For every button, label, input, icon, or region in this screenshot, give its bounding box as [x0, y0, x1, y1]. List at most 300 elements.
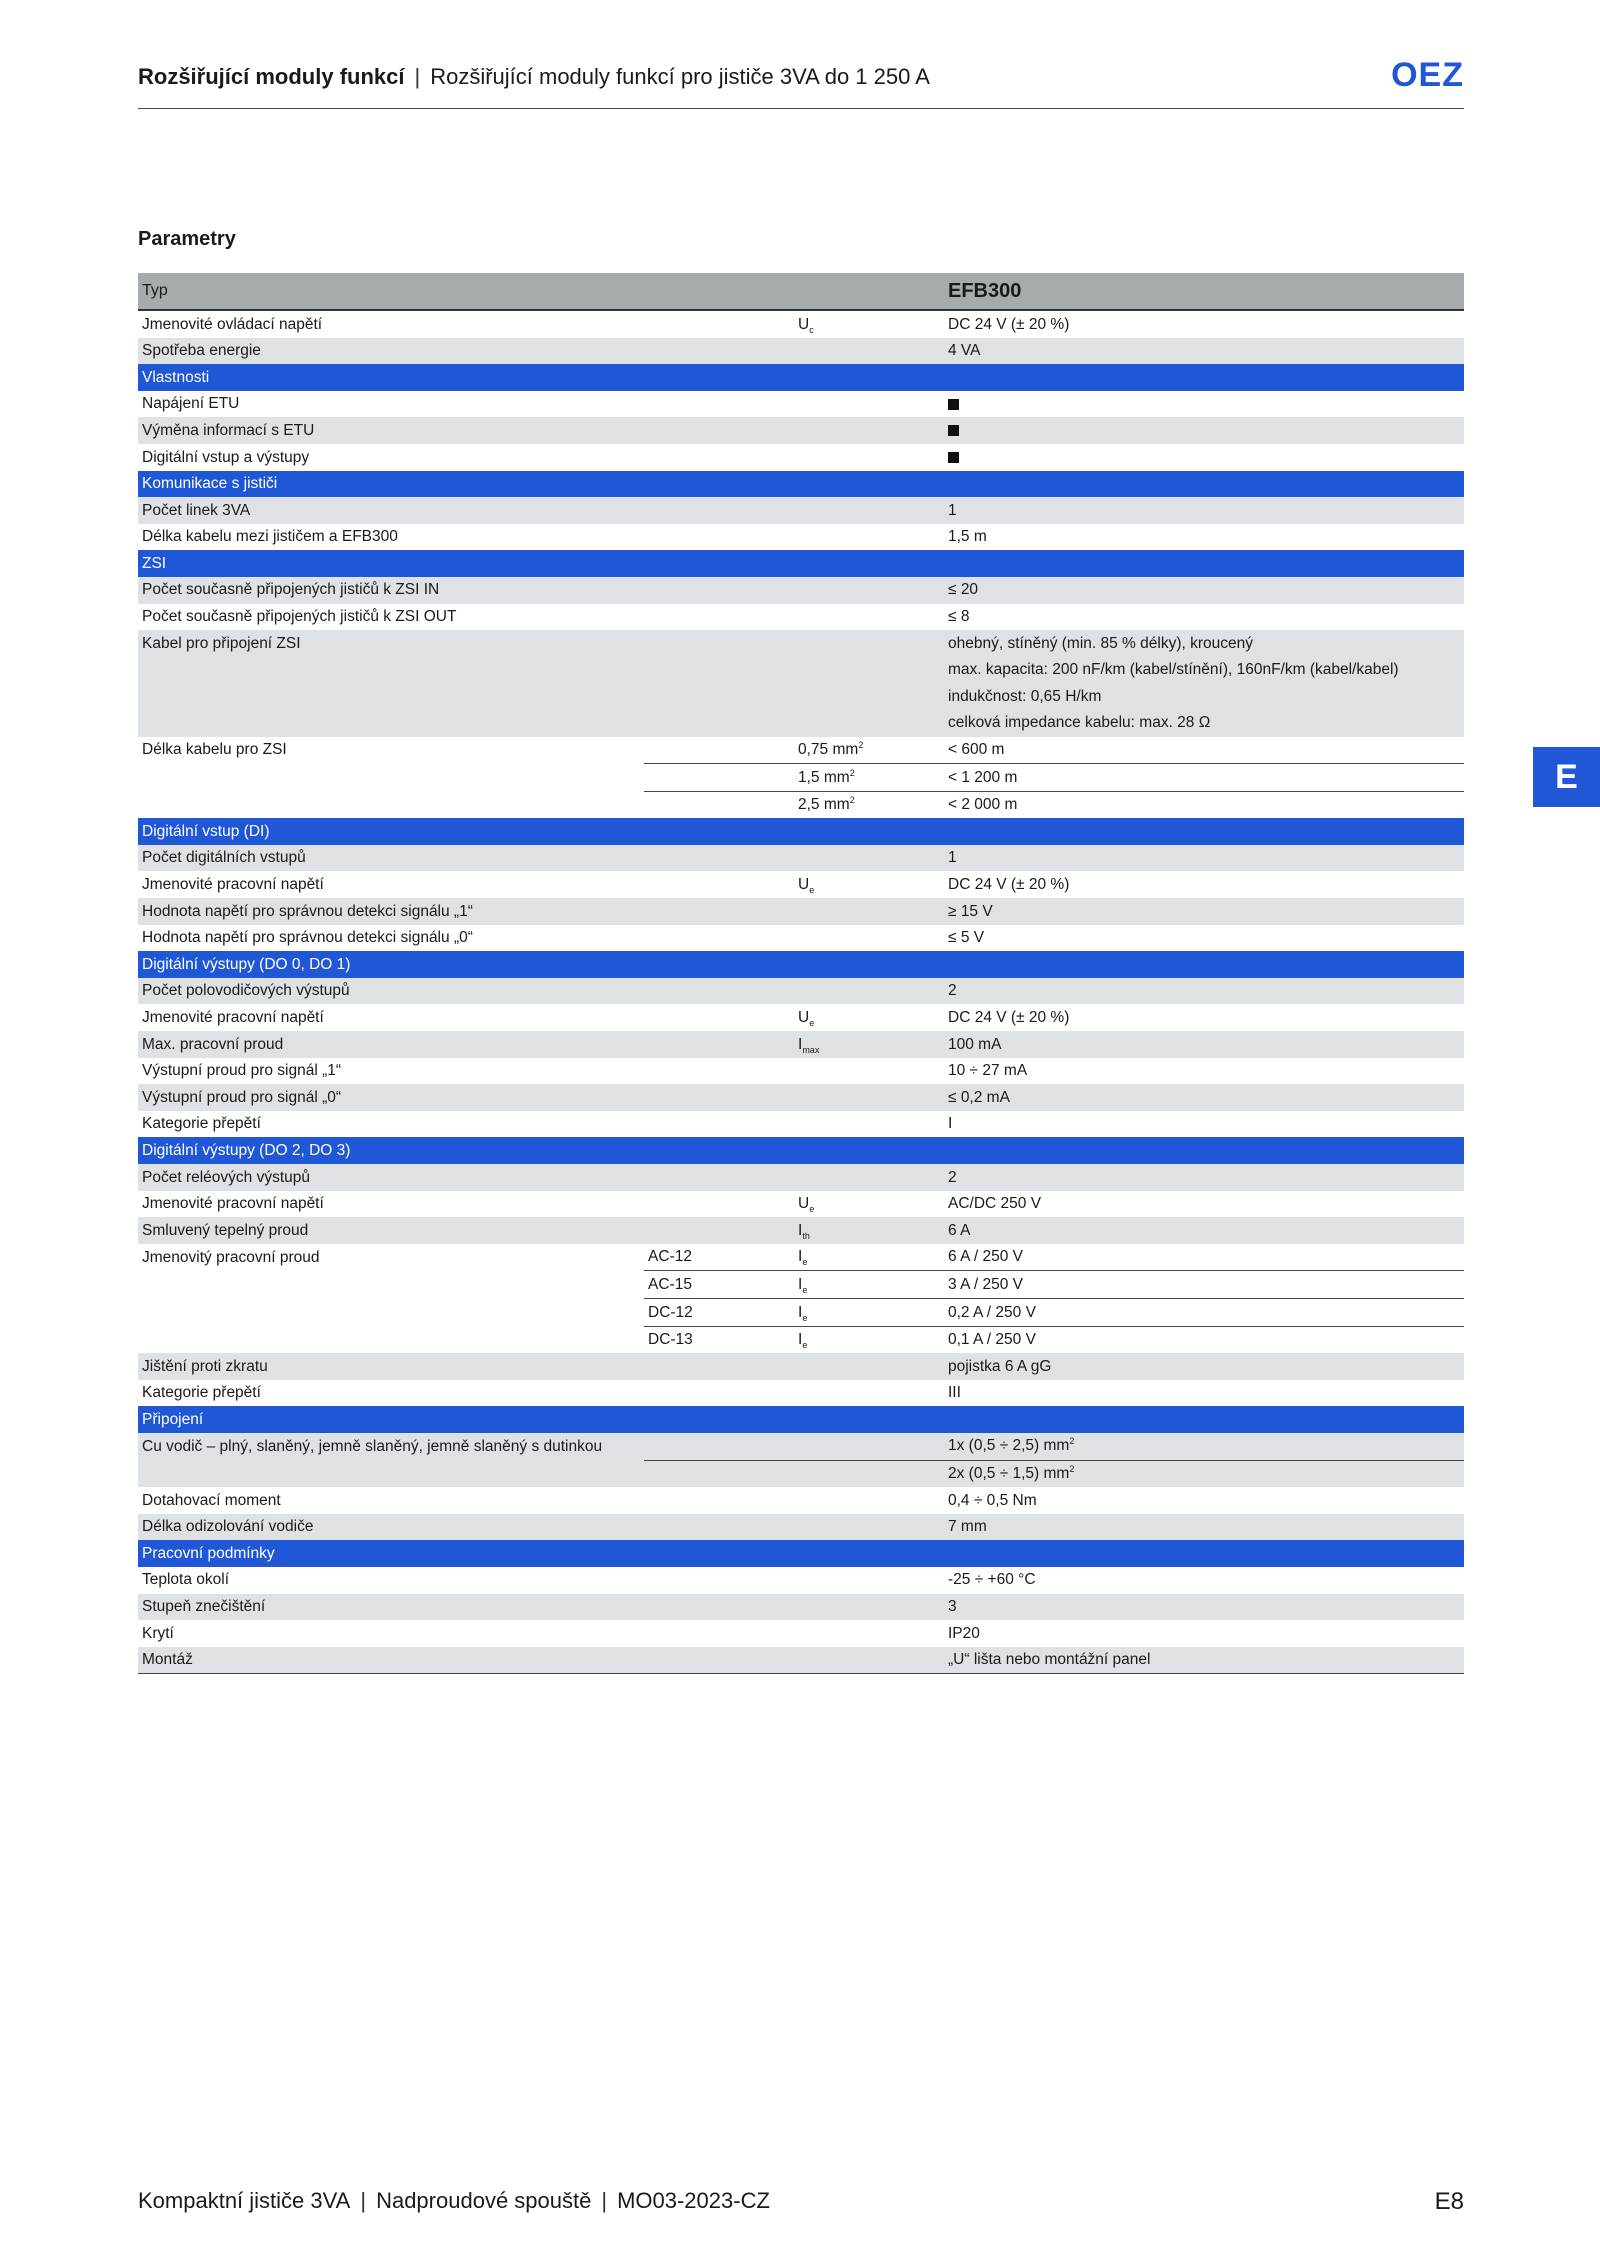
parameter-value	[944, 444, 1464, 471]
parameter-label: Teplota okolí	[138, 1567, 644, 1594]
parameter-row	[138, 1164, 1464, 1191]
parameter-symbol	[794, 1514, 944, 1541]
parameter-sub-label	[644, 1380, 794, 1407]
symbol-text: I	[798, 1221, 803, 1239]
parameter-value	[944, 764, 1464, 792]
value-text: „U“ lišta nebo montážní panel	[948, 1651, 1151, 1669]
parameter-value	[944, 1487, 1464, 1514]
footer-separator-1: |	[360, 2188, 367, 2213]
parameter-row	[138, 764, 1464, 792]
parameter-row	[138, 1326, 1464, 1353]
parameter-symbol	[794, 710, 944, 737]
parameter-row	[138, 1460, 1464, 1487]
parameter-row	[138, 444, 1464, 471]
parameter-symbol	[794, 630, 944, 657]
parameter-label	[138, 1271, 644, 1299]
parameter-row	[138, 1111, 1464, 1138]
footer-separator-2: |	[601, 2188, 608, 2213]
parameter-value	[944, 1353, 1464, 1380]
parameter-value	[944, 1271, 1464, 1299]
parameter-label	[138, 1326, 644, 1353]
symbol-text: U	[798, 315, 810, 333]
parameter-sub-label	[644, 1487, 794, 1514]
symbol-text: U	[798, 876, 810, 894]
parameter-sub-label	[644, 1647, 794, 1674]
parameter-value	[944, 577, 1464, 604]
parameter-label: Délka kabelu pro ZSI	[138, 737, 644, 764]
parameter-value	[944, 1298, 1464, 1326]
parameter-symbol	[794, 1647, 944, 1674]
section-header-label: Pracovní podmínky	[138, 1540, 1464, 1567]
parameter-value	[944, 683, 1464, 710]
parameter-value	[944, 1244, 1464, 1271]
parameter-symbol	[794, 1433, 944, 1460]
parameter-label	[138, 791, 644, 818]
parameter-label: Cu vodič – plný, slaněný, jemně slaněný, jemně slaněný s dutinkou	[138, 1433, 644, 1460]
value-text: celková impedance kabelu: max. 28 Ω	[948, 714, 1211, 732]
parameter-symbol	[794, 444, 944, 471]
parameter-row	[138, 898, 1464, 925]
parameter-sub-label: DC-12	[644, 1298, 794, 1326]
symbol-subscript: e	[809, 885, 815, 896]
parameter-value	[944, 391, 1464, 418]
parameter-value	[944, 310, 1464, 338]
section-header-row	[138, 550, 1464, 577]
parameter-symbol	[794, 791, 944, 818]
parameter-row	[138, 1647, 1464, 1674]
symbol-text: I	[798, 1275, 803, 1293]
parameter-sub-label	[644, 604, 794, 631]
parameter-sub-label	[644, 764, 794, 792]
parameter-label: Kategorie přepětí	[138, 1111, 644, 1138]
parameter-label: Kategorie přepětí	[138, 1380, 644, 1407]
parameter-symbol	[794, 1620, 944, 1647]
parameter-sub-label	[644, 1004, 794, 1031]
section-header-label: Digitální výstupy (DO 0, DO 1)	[138, 951, 1464, 978]
parameter-label: Max. pracovní proud	[138, 1031, 644, 1058]
parameter-row	[138, 791, 1464, 818]
parameter-label	[138, 764, 644, 792]
value-text: 1x (0,5 ÷ 2,5) mm	[948, 1437, 1070, 1455]
value-text: AC/DC 250 V	[948, 1195, 1042, 1213]
value-text: 0,2 A / 250 V	[948, 1303, 1036, 1321]
parameter-label: Délka kabelu mezi jističem a EFB300	[138, 524, 644, 551]
parameter-sub-label: DC-13	[644, 1326, 794, 1353]
parameter-label: Počet současně připojených jističů k ZSI IN	[138, 577, 644, 604]
parameter-value	[944, 925, 1464, 952]
symbol-text: 1,5 mm	[798, 768, 850, 786]
value-text: -25 ÷ +60 °C	[948, 1571, 1036, 1589]
value-text: 0,1 A / 250 V	[948, 1331, 1036, 1349]
parameter-row	[138, 737, 1464, 764]
parameter-value	[944, 1620, 1464, 1647]
parameter-symbol	[794, 604, 944, 631]
parameter-symbol	[794, 1058, 944, 1085]
parameter-sub-label	[644, 577, 794, 604]
value-text: 7 mm	[948, 1518, 987, 1536]
section-header-row	[138, 1406, 1464, 1433]
parameter-row	[138, 310, 1464, 338]
value-text: 100 mA	[948, 1035, 1002, 1053]
parameter-sub-label	[644, 310, 794, 338]
parameter-value	[944, 710, 1464, 737]
symbol-subscript: e	[802, 1340, 808, 1351]
parameters-table-body	[138, 273, 1464, 1674]
parameter-symbol	[794, 1271, 944, 1299]
symbol-subscript: th	[802, 1230, 810, 1241]
parameter-sub-label	[644, 1567, 794, 1594]
section-header-label: Digitální vstup (DI)	[138, 818, 1464, 845]
value-text: indukčnost: 0,65 H/km	[948, 687, 1102, 705]
parameter-symbol	[794, 1004, 944, 1031]
parameter-sub-label	[644, 710, 794, 737]
parameter-symbol	[794, 1191, 944, 1218]
parameter-row	[138, 1244, 1464, 1271]
parameter-sub-label	[644, 737, 794, 764]
parameter-row	[138, 497, 1464, 524]
parameter-value	[944, 1380, 1464, 1407]
parameter-value	[944, 1567, 1464, 1594]
parameter-symbol	[794, 310, 944, 338]
value-text: 1,5 m	[948, 528, 987, 546]
parameter-sub-label	[644, 978, 794, 1005]
parameter-sub-label	[644, 925, 794, 952]
parameter-symbol	[794, 1084, 944, 1111]
parameter-row	[138, 1487, 1464, 1514]
parameter-symbol	[794, 1487, 944, 1514]
value-text: < 600 m	[948, 741, 1005, 759]
parameter-value	[944, 604, 1464, 631]
parameter-row	[138, 1567, 1464, 1594]
parameter-symbol	[794, 338, 944, 365]
parameter-row	[138, 1353, 1464, 1380]
parameter-sub-label	[644, 338, 794, 365]
parameter-value	[944, 338, 1464, 365]
parameter-symbol	[794, 978, 944, 1005]
parameter-value	[944, 497, 1464, 524]
section-header-row	[138, 1540, 1464, 1567]
parameter-label: Smluvený tepelný proud	[138, 1217, 644, 1244]
parameter-label: Počet polovodičových výstupů	[138, 978, 644, 1005]
parameter-sub-label	[644, 791, 794, 818]
parameter-symbol	[794, 737, 944, 764]
parameter-label: Jištění proti zkratu	[138, 1353, 644, 1380]
parameter-sub-label: AC-15	[644, 1271, 794, 1299]
parameter-symbol	[794, 391, 944, 418]
parameter-row	[138, 604, 1464, 631]
parameter-label	[138, 1460, 644, 1487]
parameter-label: Počet linek 3VA	[138, 497, 644, 524]
section-header-row	[138, 951, 1464, 978]
value-text: 2	[948, 1168, 957, 1186]
parameter-symbol	[794, 1164, 944, 1191]
parameter-row	[138, 577, 1464, 604]
value-text: 0,4 ÷ 0,5 Nm	[948, 1491, 1037, 1509]
parameter-symbol	[794, 1298, 944, 1326]
symbol-subscript: e	[809, 1018, 815, 1029]
parameter-row	[138, 657, 1464, 684]
symbol-text: I	[798, 1035, 803, 1053]
parameter-symbol	[794, 577, 944, 604]
section-header-label: Digitální výstupy (DO 2, DO 3)	[138, 1137, 1464, 1164]
page-number: E8	[1434, 2188, 1464, 2215]
filled-square-icon	[948, 399, 959, 410]
parameter-sub-label	[644, 1594, 794, 1621]
value-text: 6 A / 250 V	[948, 1248, 1023, 1266]
parameter-sub-label: AC-12	[644, 1244, 794, 1271]
parameter-label: Jmenovité ovládací napětí	[138, 310, 644, 338]
section-header-label: Připojení	[138, 1406, 1464, 1433]
parameter-value	[944, 898, 1464, 925]
section-header-row	[138, 471, 1464, 498]
parameter-label: Délka odizolování vodiče	[138, 1514, 644, 1541]
value-text: 2x (0,5 ÷ 1,5) mm	[948, 1465, 1070, 1483]
value-text: ≤ 5 V	[948, 929, 985, 947]
value-text: ≤ 8	[948, 608, 970, 626]
parameter-sub-label	[644, 1031, 794, 1058]
parameter-label: Hodnota napětí pro správnou detekci signálu „1“	[138, 898, 644, 925]
symbol-text: I	[798, 1303, 803, 1321]
symbol-subscript: c	[809, 324, 814, 335]
parameter-sub-label	[644, 524, 794, 551]
parameter-row	[138, 871, 1464, 898]
parameter-label: Napájení ETU	[138, 391, 644, 418]
parameter-sub-label	[644, 845, 794, 872]
header-separator: |	[414, 64, 421, 89]
value-text: 1	[948, 501, 957, 519]
parameter-sub-label	[644, 1353, 794, 1380]
value-text: 4 VA	[948, 342, 981, 360]
parameters-table	[138, 273, 1464, 1674]
value-text: < 2 000 m	[948, 796, 1018, 814]
symbol-subscript: max	[802, 1044, 820, 1055]
value-text: 3 A / 250 V	[948, 1275, 1023, 1293]
type-header-row	[138, 273, 1464, 310]
parameter-symbol	[794, 1380, 944, 1407]
parameter-value	[944, 1031, 1464, 1058]
section-header-row	[138, 818, 1464, 845]
parameter-sub-label	[644, 1514, 794, 1541]
parameter-sub-label	[644, 1084, 794, 1111]
value-text: III	[948, 1384, 961, 1402]
parameter-row	[138, 1191, 1464, 1218]
parameter-label: Výměna informací s ETU	[138, 417, 644, 444]
parameter-symbol	[794, 657, 944, 684]
parameter-value	[944, 630, 1464, 657]
parameter-row	[138, 925, 1464, 952]
parameter-symbol	[794, 524, 944, 551]
value-text: 2	[948, 982, 957, 1000]
parameter-row	[138, 1271, 1464, 1299]
parameter-symbol	[794, 871, 944, 898]
parameter-label: Montáž	[138, 1647, 644, 1674]
value-text: pojistka 6 A gG	[948, 1357, 1052, 1375]
parameter-symbol	[794, 1353, 944, 1380]
parameter-value	[944, 1191, 1464, 1218]
value-text: ≤ 0,2 mA	[948, 1088, 1010, 1106]
parameter-value	[944, 1326, 1464, 1353]
parameter-value	[944, 1433, 1464, 1460]
parameter-label	[138, 683, 644, 710]
parameter-value	[944, 657, 1464, 684]
symbol-subscript: e	[809, 1204, 815, 1215]
parameter-row	[138, 391, 1464, 418]
parameter-sub-label	[644, 1058, 794, 1085]
parameter-label: Jmenovitý pracovní proud	[138, 1244, 644, 1271]
value-text: DC 24 V (± 20 %)	[948, 1008, 1070, 1026]
parameter-row	[138, 1217, 1464, 1244]
parameter-row	[138, 1031, 1464, 1058]
parameter-value	[944, 978, 1464, 1005]
parameter-row	[138, 338, 1464, 365]
symbol-text: I	[798, 1331, 803, 1349]
parameter-label: Digitální vstup a výstupy	[138, 444, 644, 471]
parameter-symbol	[794, 1567, 944, 1594]
parameter-label	[138, 657, 644, 684]
filled-square-icon	[948, 425, 959, 436]
footer-part-2: Nadproudové spouště	[376, 2188, 592, 2213]
parameter-sub-label	[644, 1191, 794, 1218]
parameter-value	[944, 1217, 1464, 1244]
value-text: 1	[948, 849, 957, 867]
footer-part-3: MO03-2023-CZ	[617, 2188, 770, 2213]
value-text: 10 ÷ 27 mA	[948, 1062, 1028, 1080]
parameter-label: Počet současně připojených jističů k ZSI OUT	[138, 604, 644, 631]
parameter-symbol	[794, 1460, 944, 1487]
symbol-superscript: 2	[849, 767, 855, 778]
value-text: ≤ 20	[948, 581, 979, 599]
value-text: 6 A	[948, 1221, 971, 1239]
parameter-row	[138, 710, 1464, 737]
symbol-subscript: e	[802, 1312, 808, 1323]
parameter-row	[138, 1298, 1464, 1326]
parameter-row	[138, 524, 1464, 551]
symbol-subscript: e	[802, 1257, 808, 1268]
section-header-row	[138, 1137, 1464, 1164]
symbol-subscript: e	[802, 1285, 808, 1296]
parameter-label: Jmenovité pracovní napětí	[138, 1191, 644, 1218]
section-header-row	[138, 364, 1464, 391]
parameter-label: Výstupní proud pro signál „0“	[138, 1084, 644, 1111]
symbol-text: 0,75 mm	[798, 741, 859, 759]
parameter-label: Jmenovité pracovní napětí	[138, 1004, 644, 1031]
parameter-sub-label	[644, 1111, 794, 1138]
parameter-label: Spotřeba energie	[138, 338, 644, 365]
parameter-label: Počet reléových výstupů	[138, 1164, 644, 1191]
parameter-symbol	[794, 683, 944, 710]
parameter-sub-label	[644, 1164, 794, 1191]
symbol-text: I	[798, 1248, 803, 1266]
parameter-symbol	[794, 1244, 944, 1271]
parameter-sub-label	[644, 417, 794, 444]
value-superscript: 2	[1069, 1436, 1075, 1447]
value-text: IP20	[948, 1624, 980, 1642]
value-text: ohebný, stíněný (min. 85 % délky), kroucený	[948, 634, 1253, 652]
value-text: max. kapacita: 200 nF/km (kabel/stínění), 160nF/km (kabel/kabel)	[948, 661, 1399, 679]
parameter-row	[138, 1058, 1464, 1085]
symbol-text: U	[798, 1195, 810, 1213]
parameter-row	[138, 1594, 1464, 1621]
parameter-row	[138, 630, 1464, 657]
parameter-symbol	[794, 1217, 944, 1244]
parameter-value	[944, 1004, 1464, 1031]
parameter-value	[944, 1164, 1464, 1191]
parameter-label: Výstupní proud pro signál „1“	[138, 1058, 644, 1085]
symbol-text: 2,5 mm	[798, 796, 850, 814]
parameter-symbol	[794, 925, 944, 952]
parameter-symbol	[794, 1111, 944, 1138]
value-text: I	[948, 1115, 953, 1133]
parameter-value	[944, 1084, 1464, 1111]
parameter-row	[138, 845, 1464, 872]
parameter-value	[944, 1058, 1464, 1085]
parameter-sub-label	[644, 1433, 794, 1460]
parameter-symbol	[794, 898, 944, 925]
value-text: 3	[948, 1598, 957, 1616]
parameter-row	[138, 1514, 1464, 1541]
parameter-sub-label	[644, 657, 794, 684]
parameter-row	[138, 1380, 1464, 1407]
parameter-value	[944, 1460, 1464, 1487]
parameter-row	[138, 417, 1464, 444]
parameter-row	[138, 1433, 1464, 1460]
parameter-value	[944, 1647, 1464, 1674]
value-text: DC 24 V (± 20 %)	[948, 315, 1070, 333]
value-text: DC 24 V (± 20 %)	[948, 876, 1070, 894]
parameter-row	[138, 1004, 1464, 1031]
parameter-value	[944, 871, 1464, 898]
parameter-value	[944, 417, 1464, 444]
parameter-value	[944, 845, 1464, 872]
parameter-sub-label	[644, 1620, 794, 1647]
parameter-row	[138, 1620, 1464, 1647]
parameter-row	[138, 683, 1464, 710]
parameter-sub-label	[644, 630, 794, 657]
parameter-sub-label	[644, 898, 794, 925]
parameter-value	[944, 791, 1464, 818]
parameter-sub-label	[644, 497, 794, 524]
parameter-sub-label	[644, 1217, 794, 1244]
footer-part-1: Kompaktní jističe 3VA	[138, 2188, 351, 2213]
parameter-label	[138, 710, 644, 737]
parameter-value	[944, 1514, 1464, 1541]
filled-square-icon	[948, 452, 959, 463]
parameter-value	[944, 1594, 1464, 1621]
parameter-value	[944, 737, 1464, 764]
parameter-symbol	[794, 1031, 944, 1058]
section-header-label: Vlastnosti	[138, 364, 1464, 391]
parameter-label: Dotahovací moment	[138, 1487, 644, 1514]
parameter-sub-label	[644, 391, 794, 418]
parameter-value	[944, 524, 1464, 551]
parameter-sub-label	[644, 683, 794, 710]
parameter-label: Počet digitálních vstupů	[138, 845, 644, 872]
page-footer	[138, 2188, 1464, 2214]
section-title: Parametry	[138, 228, 236, 250]
parameter-value	[944, 1111, 1464, 1138]
parameter-sub-label	[644, 871, 794, 898]
chapter-tab: E	[1533, 747, 1600, 807]
parameter-symbol	[794, 1326, 944, 1353]
symbol-superscript: 2	[849, 795, 855, 806]
parameter-label: Stupeň znečištění	[138, 1594, 644, 1621]
parameter-label: Jmenovité pracovní napětí	[138, 871, 644, 898]
value-superscript: 2	[1069, 1463, 1075, 1474]
symbol-text: U	[798, 1008, 810, 1026]
section-header-label: Komunikace s jističi	[138, 471, 1464, 498]
parameter-label: Krytí	[138, 1620, 644, 1647]
type-label: Typ	[138, 273, 944, 310]
